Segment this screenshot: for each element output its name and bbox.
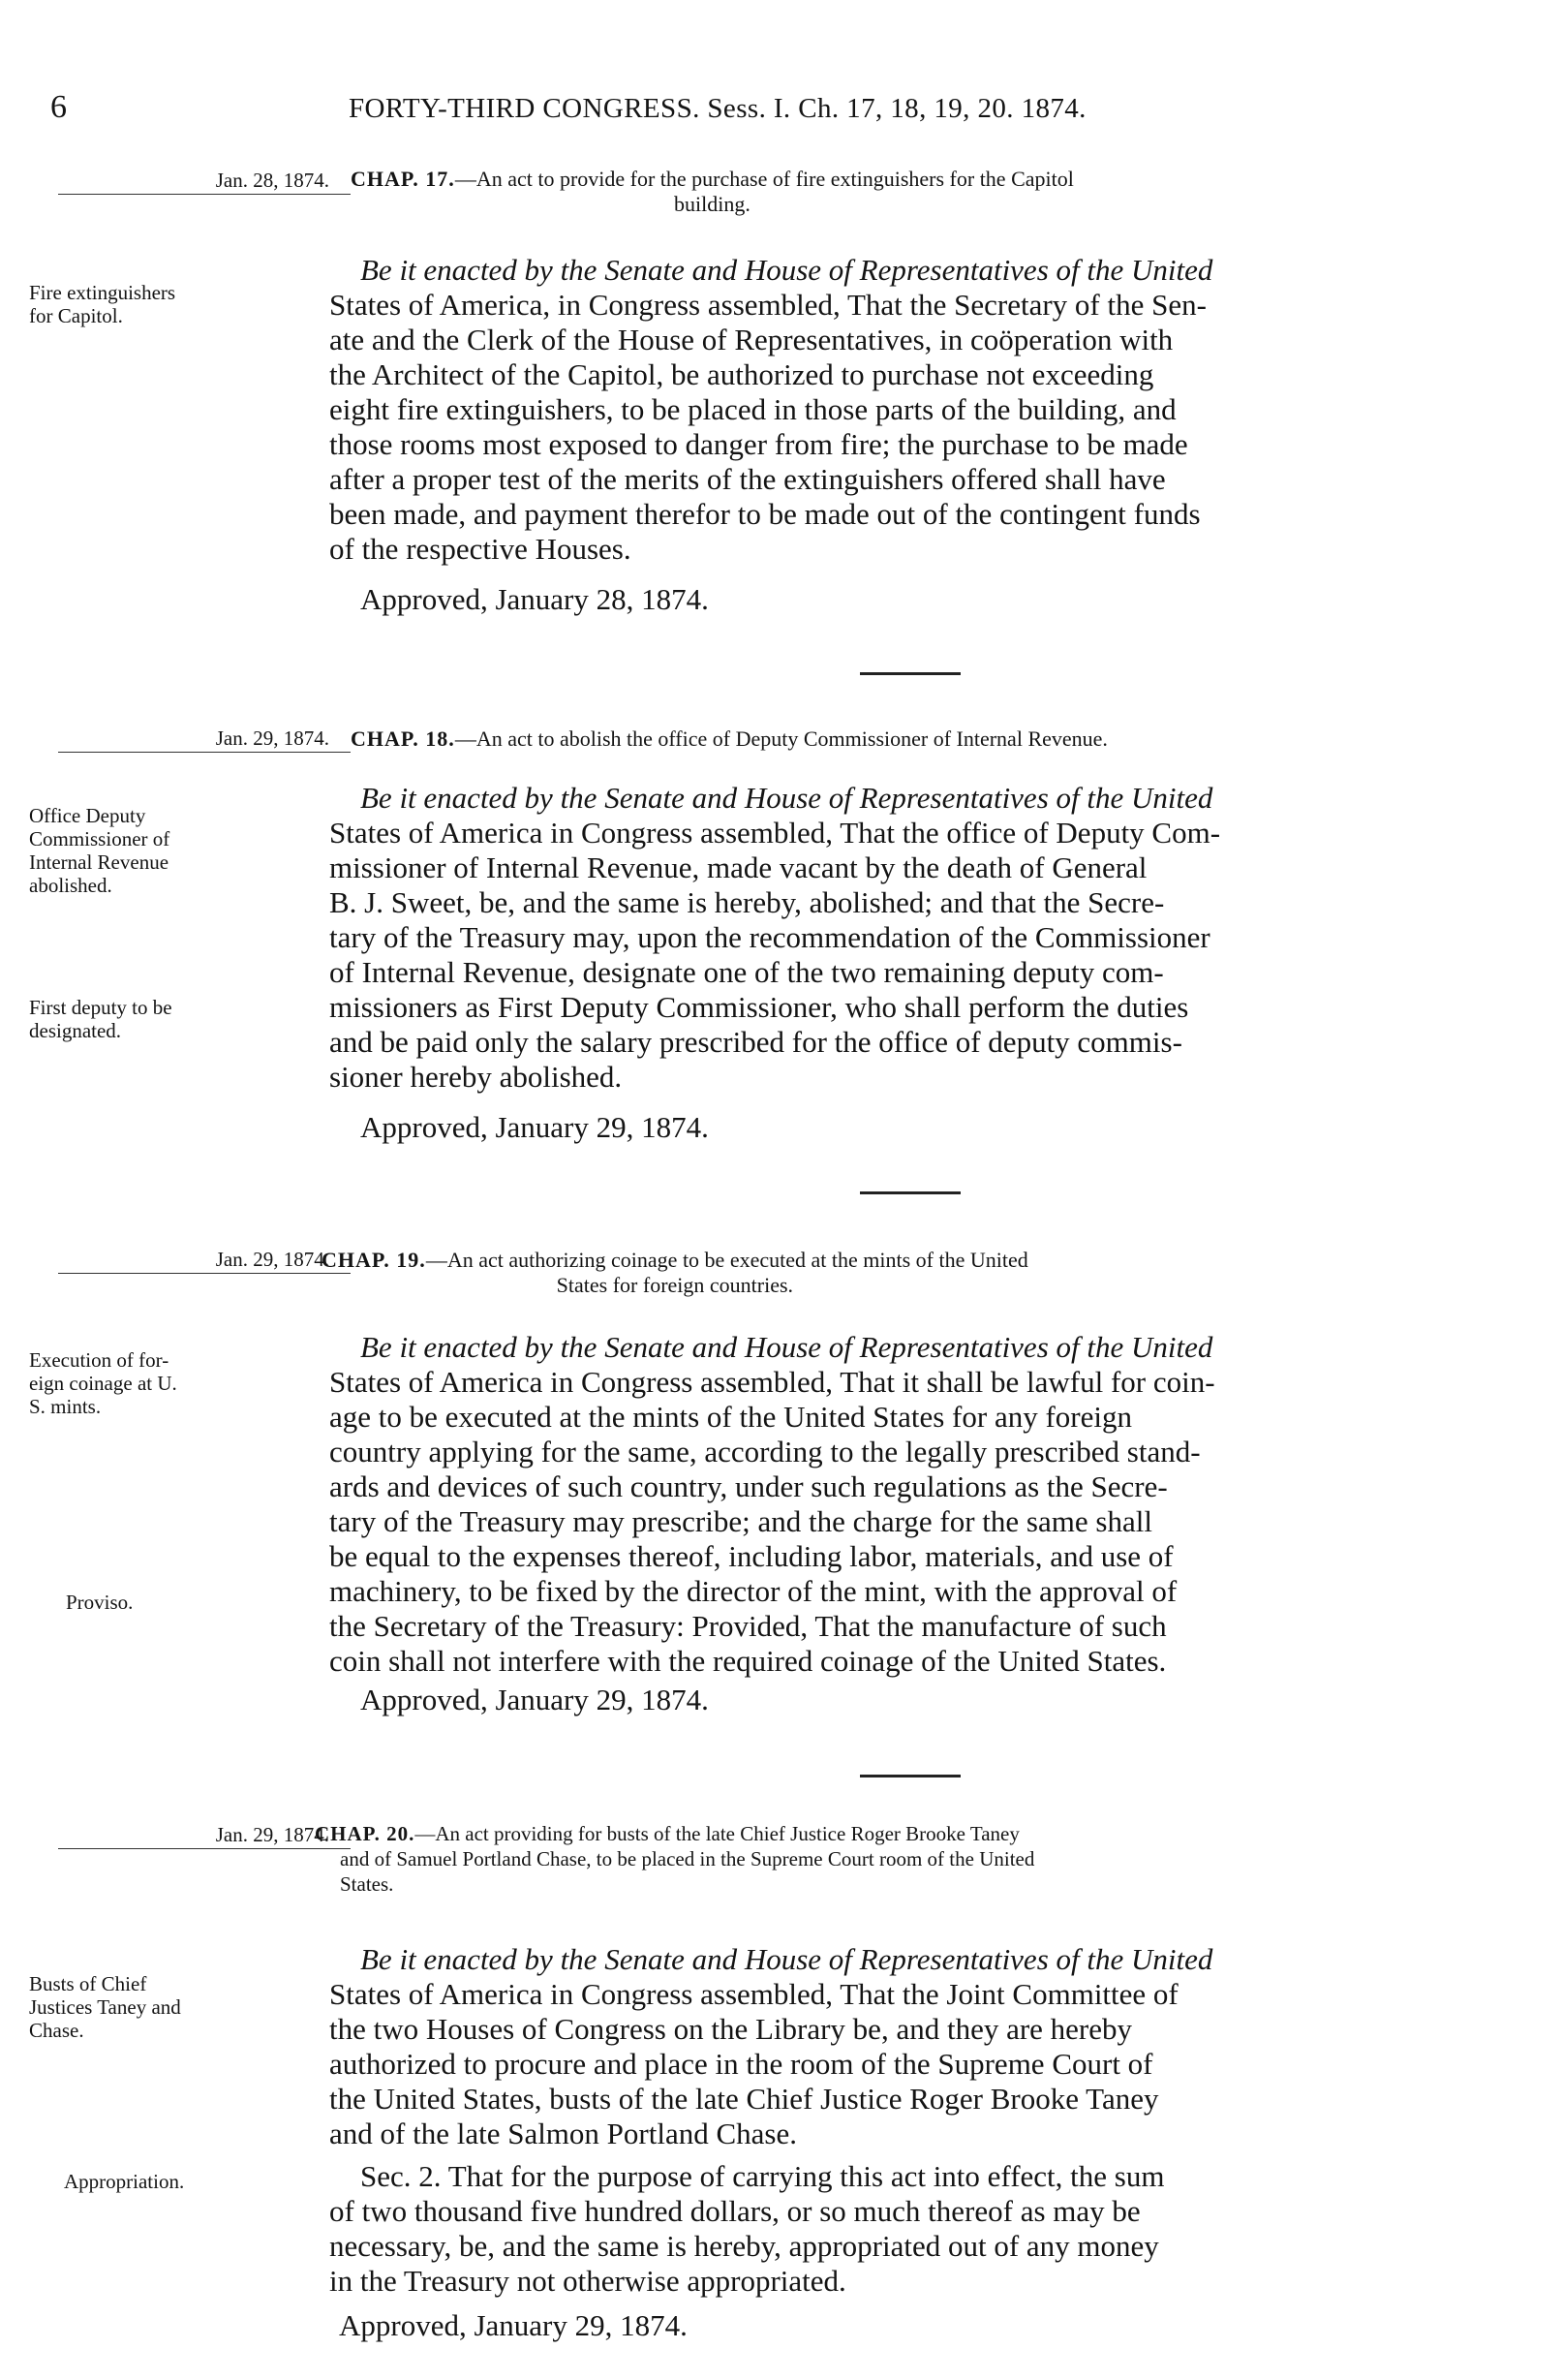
chapter-19-title-line-1: —An act authorizing coinage to be executed at the mints of the United — [425, 1248, 1028, 1272]
chapter-20-title-line-3: States. — [340, 1872, 394, 1896]
margin-note-line: for Capitol. — [29, 304, 123, 327]
chapter-20-title-line-2: and of Samuel Portland Chase, to be placed in the Supreme Court room of the United — [340, 1847, 1035, 1870]
chapter-18-line-4: B. J. Sweet, be, and the same is hereby, abolished; and that the Secre- — [329, 885, 1165, 919]
chapter-20-number: CHAP. 20. — [315, 1822, 415, 1845]
chapter-20-approved: Approved, January 29, 1874. — [339, 2308, 688, 2342]
chapter-18-approved: Approved, January 29, 1874. — [360, 1110, 709, 1144]
chapter-20-line-5: the United States, busts of the late Chief Justice Roger Brooke Taney — [329, 2082, 1159, 2116]
chapter-19-number: CHAP. 19. — [322, 1248, 426, 1272]
chapter-20-line-2: States of America in Congress assembled, That the Joint Committee of — [329, 1977, 1179, 2011]
chapter-20-line-10: in the Treasury not otherwise appropriated. — [329, 2264, 846, 2298]
chapter-17-line-8: been made, and payment therefor to be made out of the contingent funds — [329, 497, 1201, 531]
chapter-18-line-9: sioner hereby abolished. — [329, 1060, 623, 1094]
chapter-19-line-3: age to be executed at the mints of the United States for any foreign — [329, 1400, 1132, 1434]
section-separator — [860, 672, 961, 675]
chapter-17-title-line-1: —An act to provide for the purchase of fire extinguishers for the Capitol — [454, 167, 1074, 191]
chapter-20-margin-note-busts — [29, 1972, 329, 2042]
chapter-18-line-6: of Internal Revenue, designate one of the two remaining deputy com- — [329, 955, 1164, 989]
chapter-20-line-7: Sec. 2. That for the purpose of carrying this act into effect, the sum — [360, 2159, 1165, 2193]
chapter-20-line-6: and of the late Salmon Portland Chase. — [329, 2117, 797, 2150]
margin-note-line: Fire extinguishers — [29, 281, 176, 304]
margin-note-line: abolished. — [29, 874, 112, 897]
chapter-19-title — [322, 1248, 1028, 1298]
chapter-17-title — [351, 167, 1074, 217]
margin-note-line: Chase. — [29, 2019, 84, 2042]
chapter-19-margin-note-proviso — [66, 1591, 366, 1614]
chapter-18-line-7: missioners as First Deputy Commissioner, who shall perform the duties — [329, 990, 1189, 1024]
chapter-20-line-9: necessary, be, and the same is hereby, appropriated out of any money — [329, 2229, 1159, 2263]
chapter-17-line-6: those rooms most exposed to danger from fire; the purchase to be made — [329, 427, 1188, 461]
margin-note-line: Internal Revenue — [29, 850, 169, 874]
chapter-18-line-8: and be paid only the salary prescribed for the office of deputy commis- — [329, 1025, 1182, 1059]
chapter-18-line-5: tary of the Treasury may, upon the recommendation of the Commissioner — [329, 920, 1210, 954]
chapter-19-line-7: be equal to the expenses thereof, including labor, materials, and use of — [329, 1539, 1174, 1573]
chapter-17-line-3: ate and the Clerk of the House of Representatives, in coöperation with — [329, 323, 1174, 356]
margin-note-line: Justices Taney and — [29, 1995, 181, 2019]
chapter-17-number: CHAP. 17. — [351, 167, 455, 191]
chapter-19-line-4: country applying for the same, according to the legally prescribed stand- — [329, 1435, 1201, 1468]
chapter-18-date: Jan. 29, 1874. — [58, 728, 351, 753]
chapter-17-margin-note — [29, 281, 329, 327]
chapter-20-line-4: authorized to procure and place in the room of the Supreme Court of — [329, 2047, 1153, 2081]
chapter-19-line-5: ards and devices of such country, under such regulations as the Secre- — [329, 1469, 1168, 1503]
page-header — [50, 89, 1513, 132]
chapter-19-line-2: States of America in Congress assembled, That it shall be lawful for coin- — [329, 1365, 1215, 1399]
chapter-20-title — [315, 1821, 1034, 1897]
page-number: 6 — [50, 89, 67, 125]
margin-note-line: eign coinage at U. — [29, 1372, 177, 1395]
chapter-19-line-6: tary of the Treasury may prescribe; and the charge for the same shall — [329, 1504, 1152, 1538]
chapter-20-line-1: Be it enacted by the Senate and House of Representatives of the United — [360, 1942, 1213, 1976]
chapter-17-date: Jan. 28, 1874. — [58, 170, 351, 195]
chapter-18-line-1: Be it enacted by the Senate and House of Representatives of the United — [360, 781, 1213, 815]
chapter-17-line-7: after a proper test of the merits of the extinguishers offered shall have — [329, 462, 1166, 496]
chapter-19-title-line-2: States for foreign countries. — [556, 1273, 794, 1297]
chapter-18-title-line-1: —An act to abolish the office of Deputy Commissioner of Internal Revenue. — [454, 726, 1108, 751]
margin-note-line: First deputy to be — [29, 996, 172, 1019]
running-head: FORTY-THIRD CONGRESS. Sess. I. Ch. 17, 18, 19, 20. 1874. — [349, 93, 1087, 124]
margin-note-line: designated. — [29, 1019, 122, 1042]
chapter-17-approved: Approved, January 28, 1874. — [360, 582, 709, 616]
chapter-17-line-2: States of America, in Congress assembled, That the Secretary of the Sen- — [329, 288, 1207, 322]
margin-note-line: Office Deputy — [29, 804, 146, 827]
section-separator — [860, 1775, 961, 1777]
chapter-19-line-1: Be it enacted by the Senate and House of Representatives of the United — [360, 1330, 1213, 1364]
chapter-19-line-10: coin shall not interfere with the required coinage of the United States. — [329, 1644, 1167, 1678]
margin-note-line: Execution of for- — [29, 1348, 169, 1372]
chapter-17-line-4: the Architect of the Capitol, be authorized to purchase not exceeding — [329, 357, 1154, 391]
margin-note-line: S. mints. — [29, 1395, 102, 1418]
chapter-20-line-8: of two thousand five hundred dollars, or so much thereof as may be — [329, 2194, 1141, 2228]
chapter-20-date: Jan. 29, 1874. — [58, 1825, 351, 1849]
chapter-17-line-5: eight fire extinguishers, to be placed in those parts of the building, and — [329, 392, 1177, 426]
chapter-19-date: Jan. 29, 1874. — [58, 1250, 351, 1274]
chapter-18-title — [351, 726, 1108, 752]
chapter-17-line-1: Be it enacted by the Senate and House of Representatives of the United — [360, 253, 1213, 287]
chapter-19-line-9: the Secretary of the Treasury: Provided, That the manufacture of such — [329, 1609, 1167, 1643]
chapter-18-number: CHAP. 18. — [351, 726, 455, 751]
chapter-18-line-3: missioner of Internal Revenue, made vacant by the death of General — [329, 850, 1148, 884]
chapter-18-margin-note-office-abolished — [29, 804, 329, 897]
chapter-19-margin-note-foreign-coinage — [29, 1348, 329, 1418]
chapter-20-margin-note-appropriation — [64, 2170, 364, 2193]
margin-note-line: Busts of Chief — [29, 1972, 147, 1995]
chapter-17-line-9: of the respective Houses. — [329, 532, 631, 566]
chapter-20-title-line-1: —An act providing for busts of the late Chief Justice Roger Brooke Taney — [414, 1822, 1020, 1845]
margin-note-line: Appropriation. — [64, 2170, 185, 2193]
chapter-19-line-8: machinery, to be fixed by the director of the mint, with the approval of — [329, 1574, 1178, 1608]
margin-note-line: Commissioner of — [29, 827, 170, 850]
margin-note-line: Proviso. — [66, 1591, 134, 1614]
chapter-18-margin-note-first-deputy — [29, 996, 329, 1042]
chapter-19-approved: Approved, January 29, 1874. — [360, 1683, 709, 1716]
section-separator — [860, 1191, 961, 1194]
chapter-17-title-line-2: building. — [674, 192, 750, 216]
chapter-18-line-2: States of America in Congress assembled, That the office of Deputy Com- — [329, 816, 1221, 850]
chapter-20-line-3: the two Houses of Congress on the Library be, and they are hereby — [329, 2012, 1133, 2046]
